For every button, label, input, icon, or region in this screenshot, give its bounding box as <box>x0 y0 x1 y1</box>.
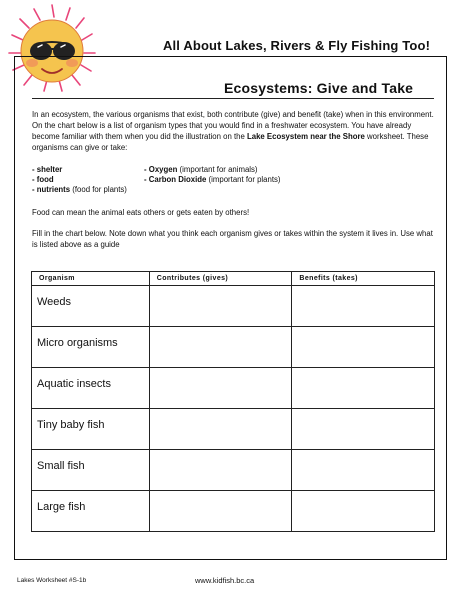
benefits-cell[interactable] <box>292 450 435 491</box>
food-note: Food can mean the animal eats others or gets eaten by others! <box>32 208 250 217</box>
chart-instructions: Fill in the chart below. Note down what you think each organism gives or takes within the system it lives in. Use what is listed above as a guide <box>32 229 433 249</box>
give-take-list <box>32 165 434 195</box>
contributes-cell[interactable] <box>149 450 292 491</box>
table-row <box>32 450 435 491</box>
benefits-cell[interactable] <box>292 491 435 532</box>
table-row <box>32 491 435 532</box>
list-item: - food - Carbon Dioxide (important for plants) <box>32 175 281 184</box>
list-item: - shelter - Oxygen (important for animals) <box>32 165 258 174</box>
organism-name: Aquatic insects <box>32 368 150 409</box>
column-header-organism: Organism <box>32 272 150 286</box>
worksheet-reference: Lake Ecosystem near the Shore <box>246 132 365 141</box>
contributes-cell[interactable] <box>149 327 292 368</box>
worksheet-number: Lakes Worksheet #S-1b <box>17 577 87 584</box>
table-row <box>32 327 435 368</box>
organism-name: Tiny baby fish <box>32 409 150 450</box>
title-divider <box>32 98 434 99</box>
page-title: Ecosystems: Give and Take <box>224 80 414 96</box>
organism-name: Small fish <box>32 450 150 491</box>
contributes-cell[interactable] <box>149 491 292 532</box>
organism-chart <box>31 271 435 532</box>
contributes-cell[interactable] <box>149 368 292 409</box>
benefits-cell[interactable] <box>292 368 435 409</box>
table-row <box>32 286 435 327</box>
benefits-cell[interactable] <box>292 327 435 368</box>
contributes-cell[interactable] <box>149 409 292 450</box>
benefits-cell[interactable] <box>292 409 435 450</box>
organism-name: Micro organisms <box>32 327 150 368</box>
site-header-title: All About Lakes, Rivers & Fly Fishing Too! <box>163 38 431 53</box>
table-row <box>32 368 435 409</box>
intro-paragraph: In an ecosystem, the various organisms that exist, both contribute (give) and benefit (take) when in this environment. On the chart below is a list of organism types that you would find in a freshwater ecosystem. You have already become familiar with them when you did the illustration on the Lake Ecosystem near the Shore worksheet. These organisms can give or take: <box>32 110 434 152</box>
column-header-benefits: Benefits (takes) <box>292 272 435 286</box>
contributes-cell[interactable] <box>149 286 292 327</box>
table-row <box>32 409 435 450</box>
organism-name: Large fish <box>32 491 150 532</box>
organism-name: Weeds <box>32 286 150 327</box>
list-item: - nutrients (food for plants) <box>32 185 127 194</box>
benefits-cell[interactable] <box>292 286 435 327</box>
site-url-link[interactable]: www.kidfish.bc.ca <box>195 576 255 585</box>
column-header-contributes: Contributes (gives) <box>149 272 292 286</box>
chart-header-row <box>32 272 435 286</box>
